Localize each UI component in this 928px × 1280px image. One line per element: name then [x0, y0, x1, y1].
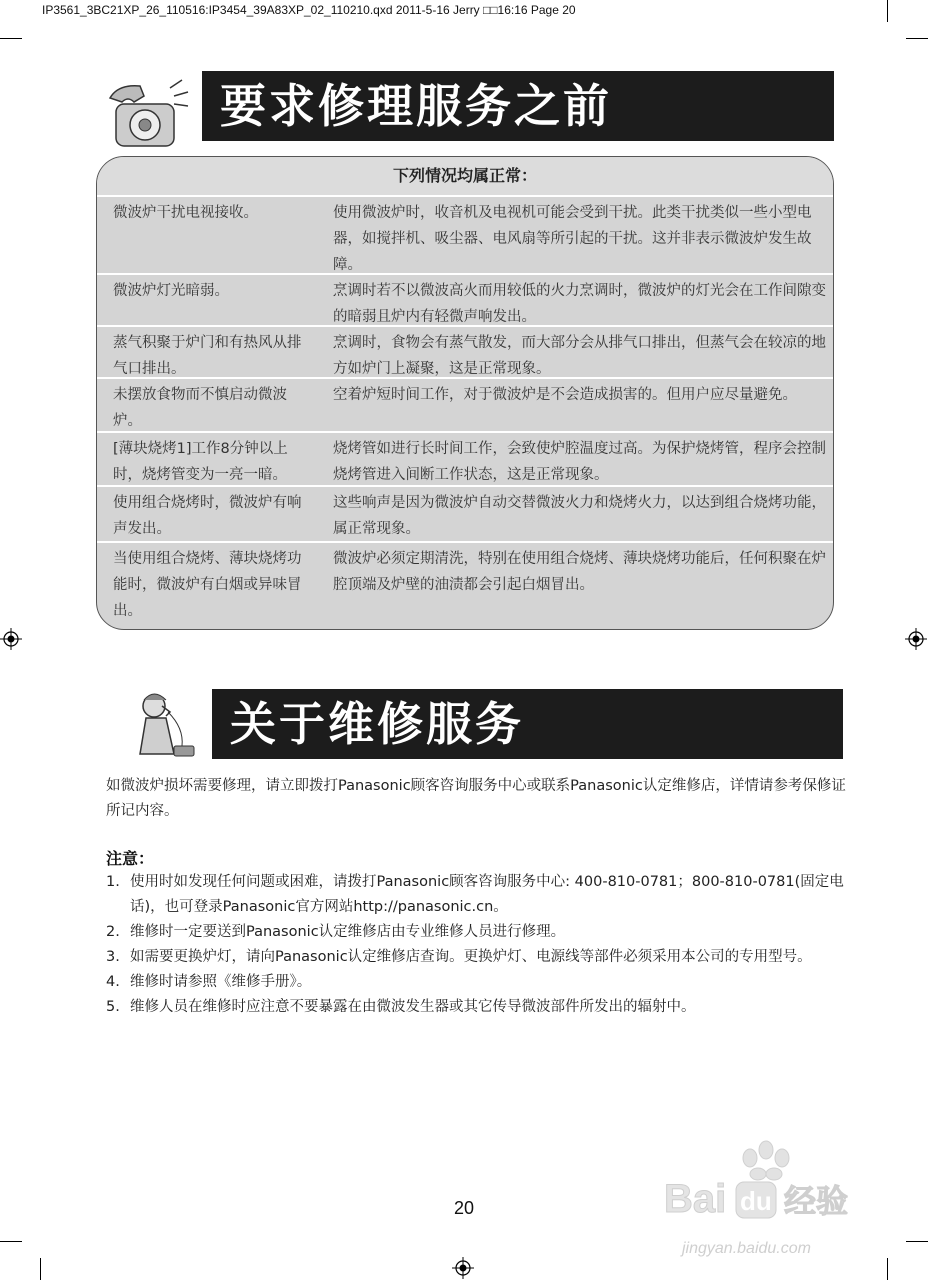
- table-row: [97, 541, 833, 630]
- list-text: 维修人员在维修时应注意不要暴露在由微波发生器或其它传导微波部件所发出的辐射中。: [130, 999, 696, 1015]
- list-text: 使用时如发现任何问题或困难，请拨打Panasonic顾客咨询服务中心: 400-810-0781；800-810-0781(固定电话)，也可登录Panasonic官方网站http://panasonic.cn。: [130, 874, 844, 915]
- crop-mark: [40, 1258, 41, 1280]
- section-title: 关于维修服务: [212, 689, 843, 759]
- symptom-cell: 蒸气积聚于炉门和有热风从排气口排出。: [113, 335, 302, 377]
- svg-text:du: du: [740, 1186, 772, 1216]
- symptom-cell: 微波炉灯光暗弱。: [113, 283, 229, 299]
- ringing-telephone-icon: [100, 74, 194, 152]
- notes-list: [106, 870, 846, 1020]
- symptom-cell: 微波炉干扰电视接收。: [113, 205, 258, 221]
- table-row: [97, 377, 833, 433]
- registration-mark-icon: [452, 1257, 474, 1279]
- crop-mark: [906, 38, 928, 39]
- explanation-cell: 烧烤管如进行长时间工作，会致使炉腔温度过高。为保护烧烤管，程序会控制烧烤管进入间断工作状态，这是正常现象。: [333, 441, 826, 483]
- table-row: [97, 325, 833, 379]
- crop-mark: [0, 1241, 22, 1242]
- symptom-cell: 未摆放食物而不慎启动微波炉。: [113, 387, 287, 429]
- table-row: [97, 273, 833, 327]
- list-number: 3.: [106, 949, 120, 965]
- explanation-cell: 这些响声是因为微波炉自动交替微波火力和烧烤火力，以达到组合烧烤功能，属正常现象。: [333, 495, 826, 537]
- explanation-cell: 烹调时，食物会有蒸气散发，而大部分会从排气口排出，但蒸气会在较凉的地方如炉门上凝聚，这是正常现象。: [333, 335, 826, 377]
- list-number: 2.: [106, 924, 120, 940]
- svg-text:经验: 经验: [784, 1182, 849, 1220]
- crop-mark: [887, 0, 888, 22]
- list-item: [106, 920, 846, 945]
- table-row: [97, 195, 833, 275]
- list-text: 维修时一定要送到Panasonic认定维修店由专业维修人员进行修理。: [130, 924, 566, 940]
- baidu-jingyan-watermark-logo: [660, 1140, 880, 1240]
- list-item: [106, 970, 846, 995]
- table-row: [97, 485, 833, 543]
- notes-heading: 注意：: [106, 849, 155, 868]
- list-text: 如需要更换炉灯，请向Panasonic认定维修店查询。更换炉灯、电源线等部件必须采用本公司的专用型号。: [130, 949, 812, 965]
- symptom-cell: 使用组合烧烤时，微波炉有响声发出。: [113, 495, 302, 537]
- list-number: 1.: [106, 874, 120, 890]
- watermark-url: jingyan.baidu.com: [682, 1240, 811, 1257]
- symptom-cell: 当使用组合烧烤、薄块烧烤功能时，微波炉有白烟或异味冒出。: [113, 551, 302, 619]
- table-caption: 下列情况均属正常：: [97, 157, 833, 196]
- explanation-cell: 空着炉短时间工作，对于微波炉是不会造成损害的。但用户应尽量避免。: [333, 387, 797, 403]
- list-item: [106, 870, 846, 920]
- table-row: [97, 431, 833, 487]
- explanation-cell: 使用微波炉时，收音机及电视机可能会受到干扰。此类干扰类似一些小型电器，如搅拌机、吸尘器、电风扇等所引起的干扰。这并非表示微波炉发生故障。: [333, 205, 812, 273]
- section-title: 要求修理服务之前: [202, 71, 834, 141]
- explanation-cell: 微波炉必须定期清洗，特别在使用组合烧烤、薄块烧烤功能后，任何积聚在炉腔顶端及炉壁的油渍都会引起白烟冒出。: [333, 551, 826, 593]
- page-number: 20: [453, 1198, 475, 1218]
- print-slug: IP3561_3BC21XP_26_110516:IP3454_39A83XP_02_110210.qxd 2011-5-16 Jerry □□16:16 Page 20: [42, 3, 576, 17]
- list-number: 5.: [106, 999, 120, 1015]
- list-item: [106, 995, 846, 1020]
- normal-conditions-table: [96, 156, 834, 630]
- service-intro-text: 如微波炉损坏需要修理，请立即拨打Panasonic顾客咨询服务中心或联系Panasonic认定维修店，详情请参考保修证所记内容。: [106, 778, 846, 819]
- svg-text:Bai: Bai: [664, 1177, 727, 1221]
- crop-mark: [0, 38, 22, 39]
- explanation-cell: 烹调时若不以微波高火而用较低的火力烹调时，微波炉的灯光会在工作间隙变的暗弱且炉内有轻微声响发出。: [333, 283, 826, 325]
- crop-mark: [887, 1258, 888, 1280]
- list-number: 4.: [106, 974, 120, 990]
- registration-mark-icon: [905, 628, 927, 650]
- list-text: 维修时请参照《维修手册》。: [130, 974, 312, 990]
- list-item: [106, 945, 846, 970]
- symptom-cell: [薄块烧烤1]工作8分钟以上时，烧烤管变为一亮一暗。: [113, 441, 288, 483]
- crop-mark: [906, 1241, 928, 1242]
- registration-mark-icon: [0, 628, 22, 650]
- woman-on-phone-icon: [126, 688, 204, 762]
